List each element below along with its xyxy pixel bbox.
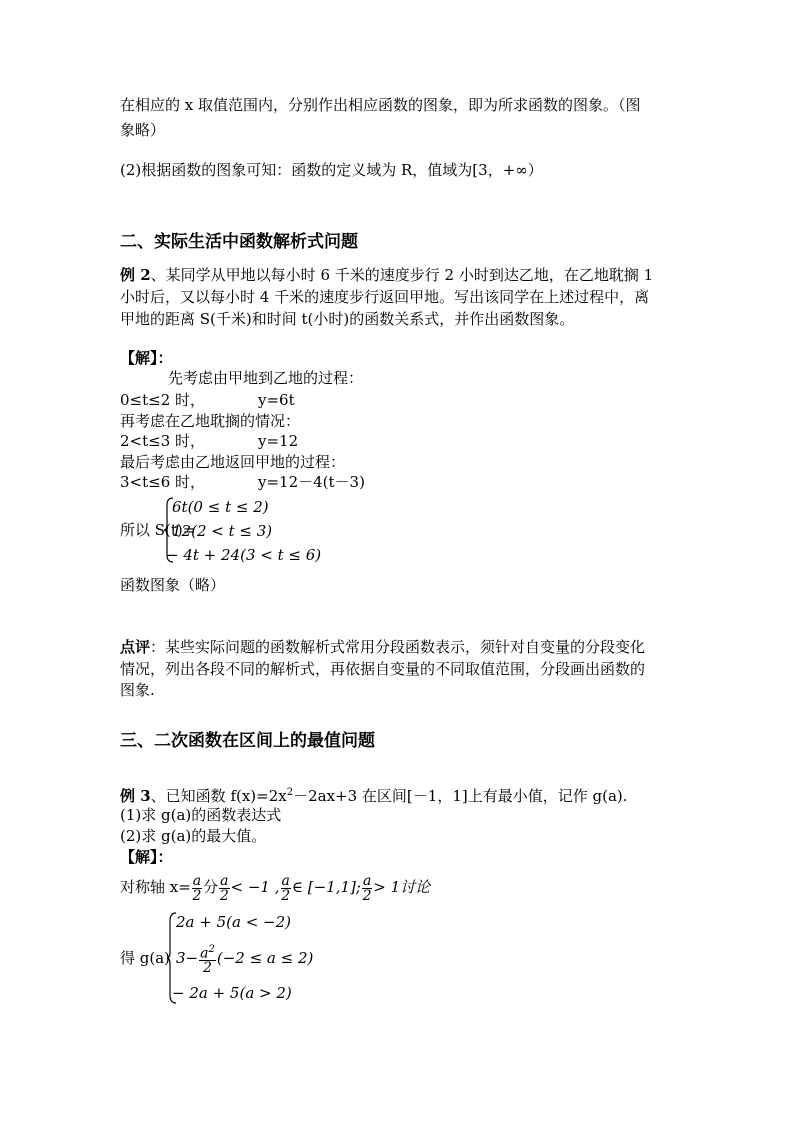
g-case-2-pre: 3−: [176, 949, 199, 967]
example-3-label: 例 3: [120, 787, 151, 805]
example-2-line-3: 甲地的距离 S(千米)和时间 t(小时)的函数关系式，并作出函数图象。: [120, 310, 575, 328]
step-6-condition: 3<t≤6 时，: [120, 473, 206, 491]
section-3-heading: 三、二次函数在区间上的最值问题: [120, 731, 375, 751]
g-case-2-num: [199, 943, 216, 962]
piecewise-label-s: 所以 S(t)=: [120, 521, 196, 539]
question-2: (2)求 g(a)的最大值。: [120, 827, 267, 845]
comment-label: 点评: [120, 638, 151, 656]
axis-frac-4-den: 2: [362, 887, 372, 904]
step-6-formula: y=12－4(t－3): [258, 473, 365, 491]
piecewise-case-1: 6t(0 ≤ t ≤ 2): [172, 498, 269, 516]
axis-cond-3: > 1讨论: [373, 878, 431, 896]
step-5: 最后考虑由乙地返回甲地的过程：: [120, 453, 346, 471]
g-case-2-num-exp: 2: [208, 943, 215, 955]
g-case-2-num-var: a: [200, 945, 209, 962]
axis-frac-2: [219, 874, 229, 903]
intro-line-3: (2)根据函数的图象可知：函数的定义域为 R，值域为[3，+∞）: [120, 161, 543, 179]
example-3-text-pre: 、已知函数 f(x)=2x: [150, 787, 287, 805]
section-2-heading: 二、实际生活中函数解析式问题: [120, 232, 358, 252]
step-1: 先考虑由甲地到乙地的过程：: [168, 369, 364, 387]
example-3-line: [120, 783, 628, 806]
step-4-formula: y=12: [258, 432, 299, 450]
example-3-text-post: －2ax+3 在区间[－1，1]上有最小值，记作 g(a).: [293, 787, 628, 805]
comment-line-1: [120, 637, 645, 657]
example-2-line-2: 小时后，又以每小时 4 千米的速度步行返回甲地。写出该同学在上述过程中，离: [120, 288, 650, 306]
axis-frac-4-num: a: [362, 872, 372, 889]
axis-frac-2-num: a: [220, 872, 229, 889]
axis-pre: 对称轴 x=: [120, 878, 191, 896]
piecewise-case-2: 12(2 < t ≤ 3): [172, 522, 273, 540]
example-2-line-1: [120, 265, 653, 285]
axis-line: [120, 870, 430, 904]
question-1: (1)求 g(a)的函数表达式: [120, 806, 282, 824]
comment-line-3: 图象.: [120, 681, 155, 699]
step-2-condition: 0≤t≤2 时，: [120, 391, 206, 409]
step-4-condition: 2<t≤3 时，: [120, 432, 206, 450]
axis-frac-3-den: 2: [281, 887, 291, 904]
axis-mid: 分: [203, 878, 219, 896]
solution-label-2: 【解】：: [120, 349, 173, 367]
example-2-text-1: 、某同学从甲地以每小时 6 千米的速度步行 2 小时到达乙地，在乙地耽搁 1: [150, 266, 654, 284]
g-case-2-den: 2: [203, 960, 212, 977]
g-label: 得 g(a): [120, 949, 171, 967]
axis-cond-2: ∈ [−1,1];: [291, 878, 361, 896]
intro-line-2: 象略）: [120, 121, 166, 139]
intro-line-1: 在相应的 x 取值范围内，分别作出相应函数的图象，即为所求函数的图象。（图: [120, 96, 641, 114]
g-case-2-frac: [199, 943, 216, 976]
axis-cond-1: < −1 ,: [230, 878, 280, 896]
axis-frac-4: [362, 874, 372, 903]
g-case-2-post: (−2 ≤ a ≤ 2): [216, 949, 314, 967]
axis-frac-1-den: 2: [192, 887, 202, 904]
graph-note: 函数图象（略）: [120, 576, 226, 594]
solution-label-3: 【解】：: [120, 848, 173, 866]
axis-frac-2-den: 2: [219, 887, 229, 904]
comment-text-1: ：某些实际问题的函数解析式常用分段函数表示，须针对自变量的分段变化: [150, 638, 646, 656]
g-case-2: [176, 940, 313, 976]
g-case-1: 2a + 5(a < −2): [176, 913, 291, 931]
step-2-formula: y=6t: [258, 391, 295, 409]
comment-line-2: 情况，列出各段不同的解析式，再依据自变量的不同取值范围，分段画出函数的: [120, 660, 646, 678]
example-3-exponent: 2: [286, 787, 294, 798]
g-case-3: − 2a + 5(a > 2): [172, 984, 292, 1002]
axis-frac-1-num: a: [192, 872, 202, 889]
step-3: 再考虑在乙地耽搁的情况：: [120, 412, 301, 430]
example-2-label: 例 2: [120, 266, 151, 284]
axis-frac-3-num: a: [281, 872, 290, 889]
axis-frac-1: [192, 874, 202, 903]
piecewise-case-3: − 4t + 24(3 < t ≤ 6): [166, 546, 322, 564]
axis-frac-3: [281, 874, 291, 903]
